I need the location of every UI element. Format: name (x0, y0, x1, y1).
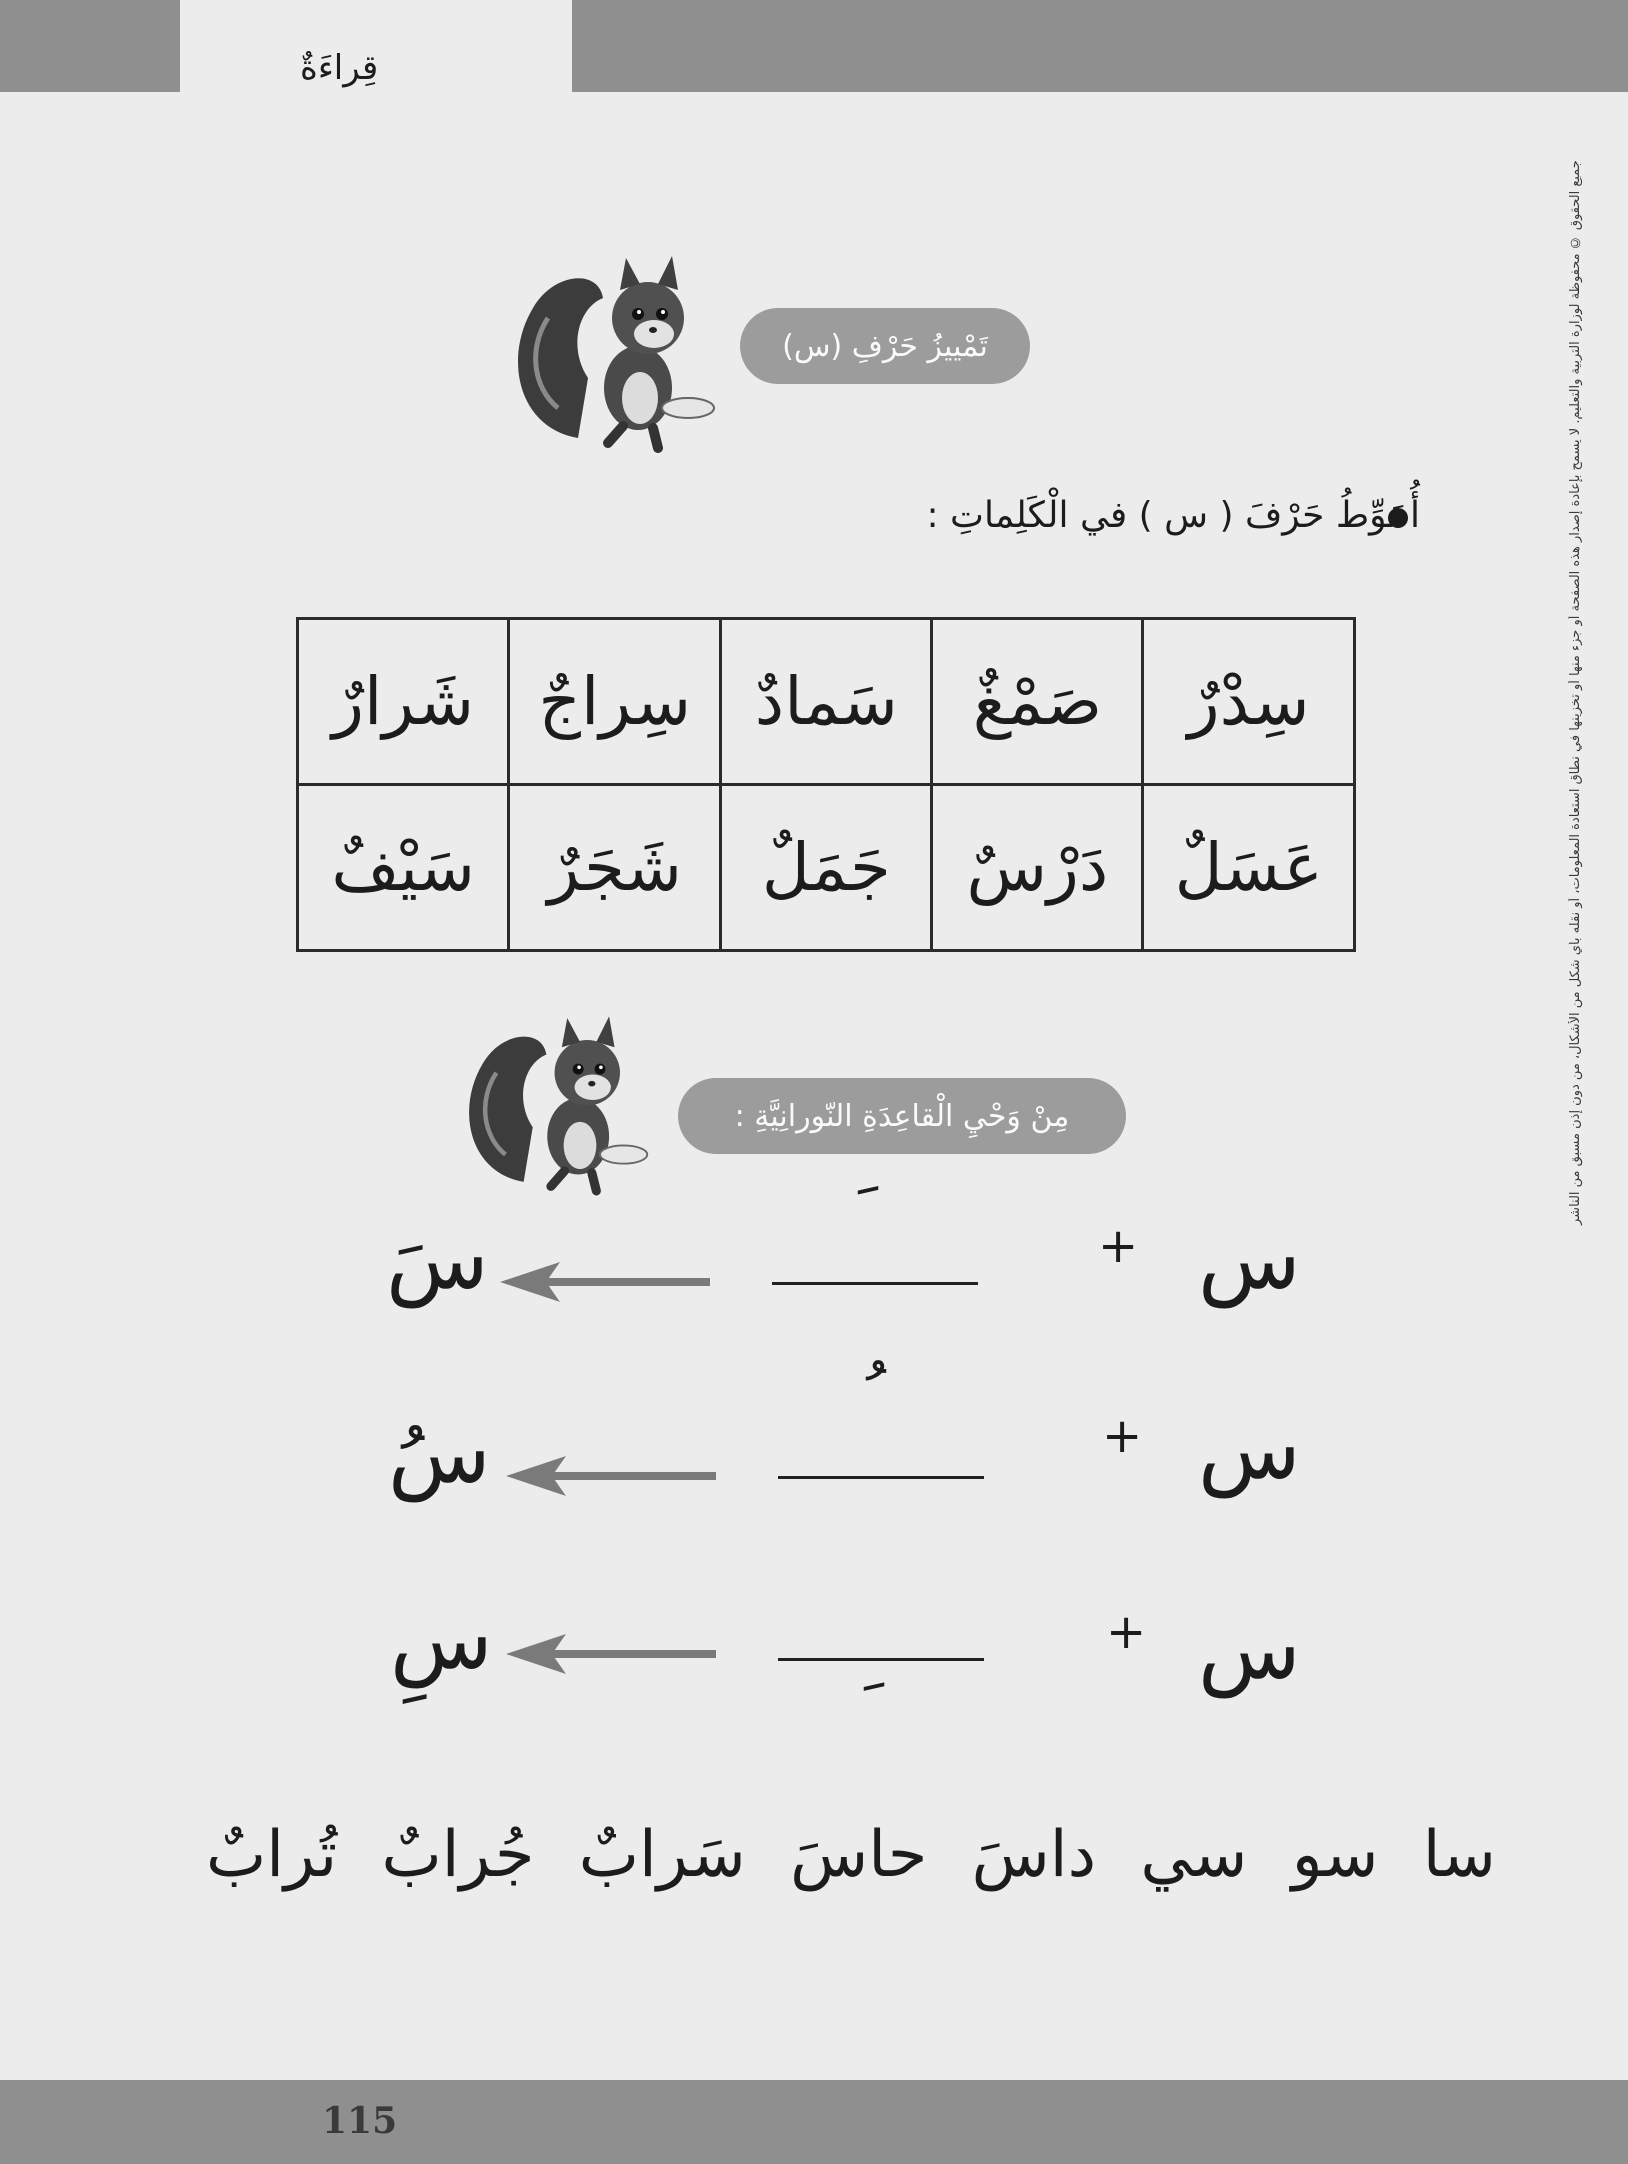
plus-sign: + (1102, 1408, 1143, 1464)
word-cell[interactable]: جَمَلٌ (721, 785, 932, 951)
syllable-list (206, 1800, 1496, 1910)
word-cell[interactable]: سِدْرٌ (1143, 619, 1355, 785)
blank-line (772, 1282, 978, 1285)
word-cell[interactable]: شَرارٌ (298, 619, 509, 785)
arrow-left-icon (500, 1262, 710, 1302)
syllable: جُرابٌ (381, 1818, 535, 1892)
syllable: حاسَ (790, 1818, 928, 1892)
arrow-left-icon (506, 1634, 716, 1674)
formula-result: سُ (388, 1404, 491, 1502)
word-cell[interactable]: سِراجٌ (509, 619, 721, 785)
formula-row (0, 1200, 1628, 1340)
blank-line (778, 1476, 984, 1479)
word-cell[interactable]: شَجَرٌ (509, 785, 721, 951)
section-title-nourania: مِنْ وَحْيِ الْقاعِدَةِ النّورانِيَّةِ : (678, 1078, 1126, 1154)
formula-letter: س (1198, 1600, 1301, 1698)
formula-letter: س (1198, 1400, 1301, 1498)
formula-row (0, 1390, 1628, 1530)
syllable: سي (1140, 1818, 1248, 1892)
table-row (298, 785, 1355, 951)
syllable: سو (1291, 1818, 1379, 1892)
word-table (296, 617, 1356, 952)
word-cell[interactable]: صَمْغٌ (932, 619, 1143, 785)
instruction-text: أُحَوِّطُ حَرْفَ ( س ) في الْكَلِماتِ : (926, 495, 1420, 536)
syllable: سا (1422, 1818, 1496, 1892)
arrow-left-icon (506, 1456, 716, 1496)
formula-row (0, 1590, 1628, 1730)
squirrel-illustration (460, 1000, 660, 1200)
blank-line (778, 1658, 984, 1661)
section-title-letter-recognition: تَمْييزُ حَرْفِ (س) (740, 308, 1030, 384)
formula-letter: س (1198, 1210, 1301, 1308)
table-row (298, 619, 1355, 785)
syllable: تُرابٌ (206, 1818, 338, 1892)
word-cell[interactable]: سَمادٌ (721, 619, 932, 785)
syllable: داسَ (971, 1818, 1097, 1892)
header-band-right (572, 0, 1628, 92)
word-cell[interactable]: دَرْسٌ (932, 785, 1143, 951)
plus-sign: + (1106, 1604, 1147, 1660)
plus-sign: + (1098, 1218, 1139, 1274)
footer-band (0, 2080, 1628, 2164)
page-label: قِراءَةٌ (300, 48, 379, 88)
formula-result: سَ (386, 1210, 489, 1308)
header-band-left (0, 0, 180, 92)
word-cell[interactable]: عَسَلٌ (1143, 785, 1355, 951)
copyright-notice: جميع الحقوق © محفوظة لوزارة التربية والتعليم. لا يسمح بإعادة إصدار هذه الصفحة أو جزء منها أو تخزينها في نطاق استعادة المعلومات، أو نقله بأي شكل من الأشكال، من دون إذن مسبق من الناشر (1568, 160, 1583, 1225)
word-cell[interactable]: سَيْفٌ (298, 785, 509, 951)
syllable: سَرابٌ (578, 1818, 746, 1892)
page-number: 115 (322, 2100, 398, 2142)
formula-result: سِ (390, 1590, 493, 1688)
squirrel-illustration (508, 238, 728, 458)
